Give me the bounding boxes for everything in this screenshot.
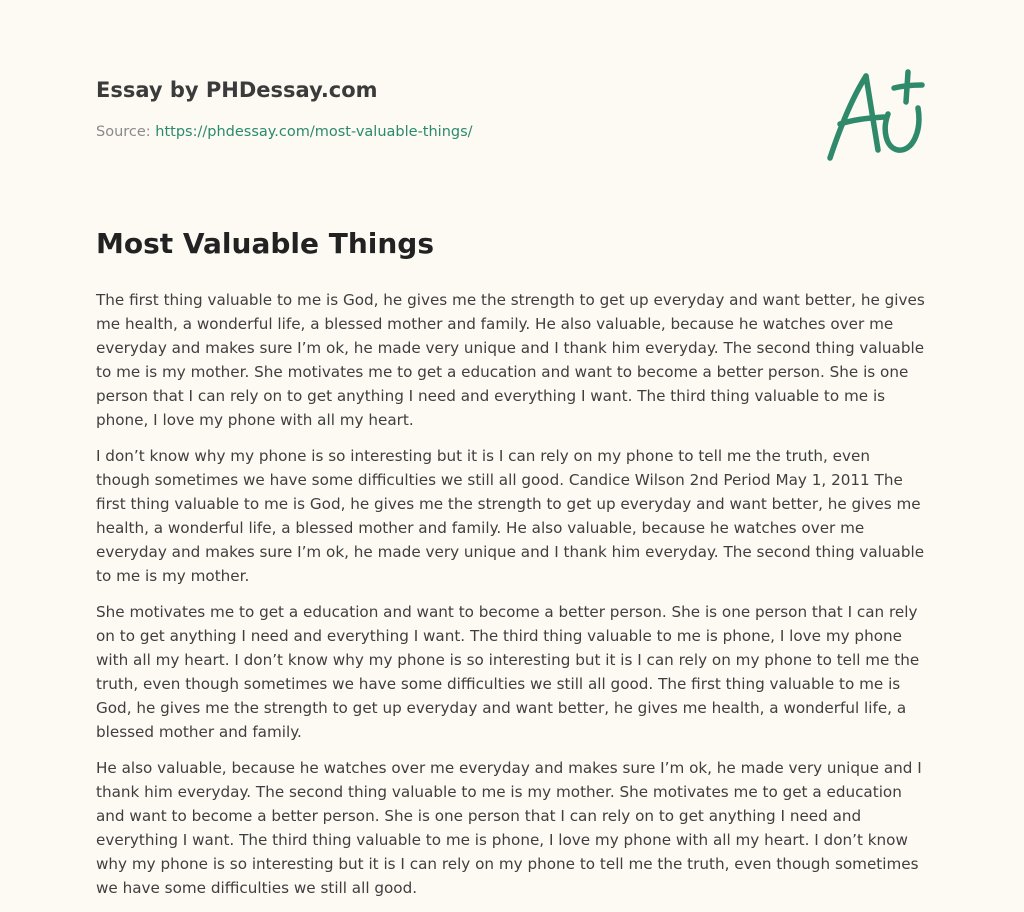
- site-title: Essay by PHDessay.com: [96, 78, 378, 102]
- source-link[interactable]: https://phdessay.com/most-valuable-things/: [155, 124, 473, 140]
- essay-title: Most Valuable Things: [96, 227, 435, 260]
- essay-content: [96, 224, 928, 912]
- source-label: Source:: [96, 124, 151, 140]
- essay-paragraph: He also valuable, because he watches over me everyday and makes sure I’m ok, he made very unique and I thank him everyday. The second thing valuable to me is my mother. She motivates me to get a education and want to become a better person. She is one person that I can rely on to get anything I need and everything I want. The third thing valuable to me is phone, I love my phone with all my heart. I don’t know why my phone is so interesting but it is I can rely on my phone to tell me the truth, even though sometimes we have some difficulties we still all good.: [96, 759, 922, 897]
- a-plus-grade-icon: [822, 66, 930, 166]
- source-line: [96, 122, 796, 142]
- essay-paragraph: I don’t know why my phone is so interesting but it is I can rely on my phone to tell me the truth, even though sometimes we have some difficulties we still all good. Candice Wilson 2nd Period May 1, 2011 The first thing valuable to me is God, he gives me the strength to get up everyday and want better, he gives me health, a wonderful life, a blessed mother and family. He also valuable, because he watches over me everyday and makes sure I’m ok, he made very unique and I thank him everyday. The second thing valuable to me is my mother.: [96, 447, 925, 585]
- page-header: [96, 76, 796, 142]
- essay-paragraph: The first thing valuable to me is God, he gives me the strength to get up everyday and want better, he gives me health, a wonderful life, a blessed mother and family. He also valuable, because he watches over me everyday and makes sure I’m ok, he made very unique and I thank him everyday. The second thing valuable to me is my mother. She motivates me to get a education and want to become a better person. She is one person that I can rely on to get anything I need and everything I want. The third thing valuable to me is phone, I love my phone with all my heart.: [96, 291, 925, 429]
- essay-paragraph: She motivates me to get a education and want to become a better person. She is one person that I can rely on to get anything I need and everything I want. The third thing valuable to me is phone, I love my phone with all my heart. I don’t know why my phone is so interesting but it is I can rely on my phone to tell me the truth, even though sometimes we have some difficulties we still all good. The first thing valuable to me is God, he gives me the strength to get up everyday and want better, he gives me health, a wonderful life, a blessed mother and family.: [96, 603, 920, 741]
